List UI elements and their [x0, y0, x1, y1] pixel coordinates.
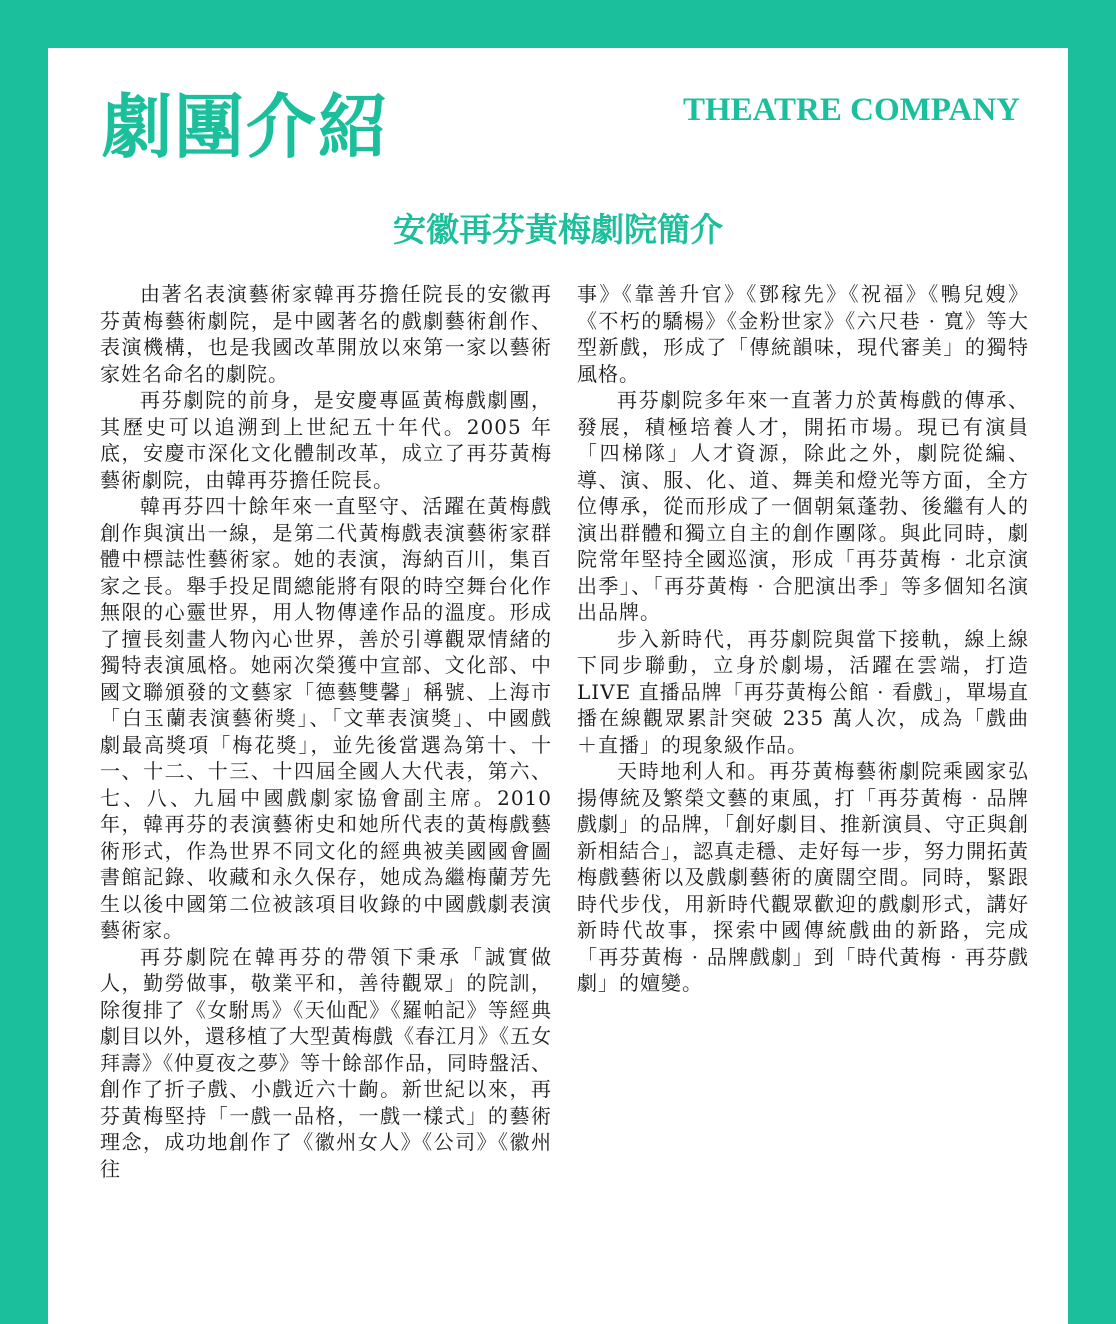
section-label-en: THEATRE COMPANY [682, 92, 1020, 128]
page-title: 劇團介紹 [102, 85, 390, 168]
paragraph: 韓再芬四十餘年來一直堅守、活躍在黃梅戲創作與演出一線，是第二代黃梅戲表演藝術家群體中標誌性藝術家。她的表演，海納百川，集百家之長。舉手投足間總能將有限的時空舞台化作無限的心靈世界，用人物傳達作品的溫度。形成了擅長刻畫人物內心世界，善於引導觀眾情緒的獨特表演風格。她兩次榮獲中宣部、文化部、中國文聯頒發的文藝家「德藝雙馨」稱號、上海市「白玉蘭表演藝術獎」、「文華表演獎」、中國戲劇最高獎項「梅花獎」，並先後當選為第十、十一、十二、十三、十四屆全國人大代表，第六、七、八、九屆中國戲劇家協會副主席。2010 年，韓再芬的表演藝術史和她所代表的黃梅戲藝術形式，作為世界不同文化的經典被美國國會圖書館記錄、收藏和永久保存，她成為繼梅蘭芳先生以後中國第二位被該項目收錄的中國戲劇表演藝術家。 [100, 494, 552, 942]
paragraph: 步入新時代，再芬劇院與當下接軌，線上線下同步聯動，立身於劇場，活躍在雲端，打造 LIVE 直播品牌「再芬黃梅公館 · 看戲」，單場直播在線觀眾累計突破 235 萬人次，成為「戲曲＋直播」的現象級作品。 [577, 626, 1029, 757]
paragraph: 再芬劇院多年來一直著力於黃梅戲的傳承、發展，積極培養人才，開拓市場。現已有演員「四梯隊」人才資源，除此之外，劇院從編、導、演、服、化、道、舞美和燈光等方面，全方位傳承，從而形成了一個朝氣蓬勃、後繼有人的演出群體和獨立自主的創作團隊。與此同時，劇院常年堅持全國巡演，形成「再芬黃梅 · 北京演出季」、「再芬黃梅 · 合肥演出季」等多個知名演出品牌。 [577, 388, 1029, 624]
paragraph: 再芬劇院在韓再芬的帶領下秉承「誠實做人，勤勞做事，敬業平和，善待觀眾」的院訓，除復排了《女駙馬》《天仙配》《羅帕記》等經典劇目以外，還移植了大型黃梅戲《春江月》《五女拜壽》《仲夏夜之夢》等十餘部作品，同時盤活、創作了折子戲、小戲近六十齣。新世紀以來，再芬黃梅堅持「一戲一品格，一戲一樣式」的藝術理念，成功地創作了《徽州女人》《公司》《徽州往 [100, 944, 552, 1181]
paragraph-continuation: 事》《靠善升官》《鄧稼先》《祝福》《鴨兒嫂》《不朽的驕楊》《金粉世家》《六尺巷 · 寬》等大型新戲，形成了「傳統韻味，現代審美」的獨特風格。 [577, 282, 1029, 386]
paragraph: 再芬劇院的前身，是安慶專區黃梅戲劇團，其歷史可以追溯到上世紀五十年代。2005 年底，安慶市深化文化體制改革，成立了再芬黃梅藝術劇院，由韓再芬擔任院長。 [100, 388, 552, 492]
article-subtitle: 安徽再芬黃梅劇院簡介 [393, 210, 723, 249]
paragraph: 由著名表演藝術家韓再芬擔任院長的安徽再芬黃梅藝術劇院，是中國著名的戲劇藝術創作、表演機構，也是我國改革開放以來第一家以藝術家姓名命名的劇院。 [100, 282, 552, 386]
paragraph: 天時地利人和。再芬黃梅藝術劇院乘國家弘揚傳統及繁榮文藝的東風，打「再芬黃梅 · 品牌戲劇」的品牌，「創好劇目、推新演員、守正與創新相結合」，認真走穩、走好每一步，努力開拓黃梅戲藝術以及戲劇藝術的廣闊空間。同時，緊跟時代步伐，用新時代觀眾歡迎的戲劇形式，講好新時代故事，探索中國傳統戲曲的新路，完成「再芬黃梅 · 品牌戲劇」到「時代黃梅 · 再芬戲劇」的嬗變。 [577, 759, 1029, 995]
article-column-left [100, 281, 552, 1182]
article-column-right [577, 281, 1029, 997]
